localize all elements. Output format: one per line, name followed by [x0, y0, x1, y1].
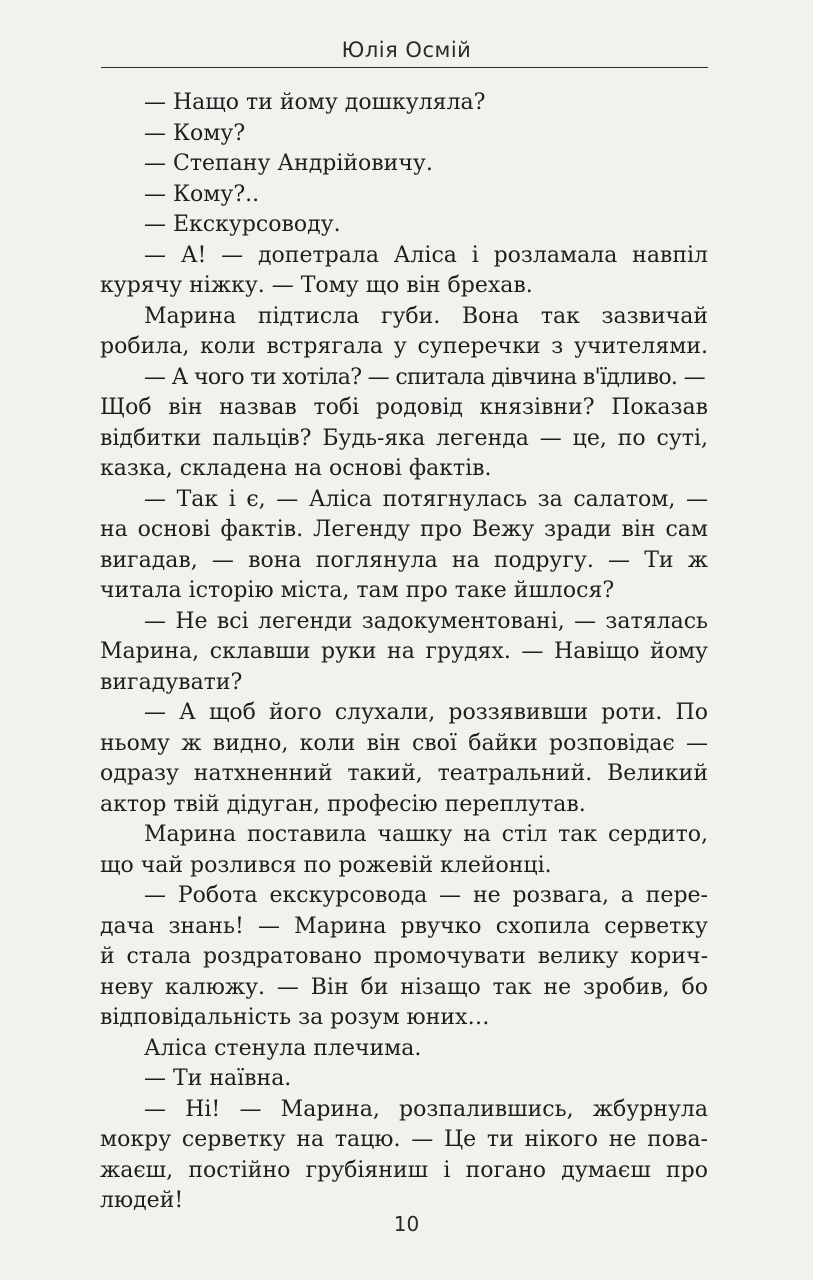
text-line: Марина підтисла губи. Вона так зазвичай: [144, 303, 708, 329]
text-line: жаєш, постійно грубіяниш і погано думаєш про: [100, 1157, 708, 1183]
text-line: Щоб він назвав тобі родовід князівни? Показав: [100, 395, 708, 420]
text-line: — Кому?: [144, 120, 246, 146]
running-head-author: Юлія Осмій: [341, 38, 472, 62]
text-line: курячу ніжку. — Тому що він брехав.: [100, 273, 533, 298]
text-line: одразу натхненний такий, театральний. Великий: [100, 761, 708, 786]
text-line: людей!: [100, 1188, 184, 1213]
text-line: відбитки пальців? Будь-яка легенда — це, по суті,: [100, 425, 708, 451]
text-line: відповідальність за розум юних…: [100, 1005, 490, 1030]
text-line: й стала роздратовано промочувати велику корич-: [100, 944, 708, 969]
text-line: Марина поставила чашку на стіл так сердито,: [144, 822, 708, 847]
text-line: мокру серветку на тацю. — Це ти нікого не пова-: [100, 1127, 708, 1152]
text-line: — Ти наївна.: [144, 1066, 292, 1091]
text-line: — А чого ти хотіла? — спитала дівчина в'їдливо. —: [144, 364, 705, 390]
text-line: ньому ж видно, коли він свої байки розповідає —: [100, 730, 708, 756]
text-line: Марина, склавши руки на грудях. — Навіщо йому: [100, 639, 708, 664]
text-line: актор твій дідуган, професію переплутав.: [100, 791, 586, 817]
header-rule: [101, 67, 708, 68]
text-line: — Так і є, — Аліса потягнулась за салатом, —: [144, 486, 708, 512]
page-number: 10: [393, 1212, 420, 1236]
text-line: казка, складена на основі фактів.: [100, 456, 492, 481]
text-line: що чай розлився по рожевій клейонці.: [100, 852, 552, 878]
text-line: — Нащо ти йому дошкуляла?: [144, 90, 486, 115]
text-line: — Екскурсоводу.: [144, 212, 341, 237]
body-text: [100, 88, 708, 1217]
text-line: робила, коли встрягала у суперечки з учителями.: [100, 334, 708, 359]
text-line: Аліса стенула плечима.: [144, 1035, 422, 1061]
text-line: дача знань! — Марина рвучко схопила серветку: [100, 913, 708, 939]
text-line: — Ні! — Марина, розпалившись, жбурнула: [144, 1096, 708, 1122]
text-line: читала історію міста, там про таке йшлося?: [100, 578, 615, 603]
text-line: неву калюжу. — Він би нізащо так не зробив, бо: [100, 974, 708, 1000]
text-line: — Степану Андрійовичу.: [144, 151, 433, 176]
text-line: — Робота екскурсовода — не розвага, а пере-: [144, 883, 708, 908]
text-line: — Не всі легенди задокументовані, — затялась: [144, 608, 708, 634]
text-line: — Кому?..: [144, 181, 260, 207]
text-line: на основі фактів. Легенду про Вежу зради він сам: [100, 517, 708, 542]
text-line: вигадав, — вона поглянула на подругу. — Ти ж: [100, 547, 708, 573]
text-line: — А! — допетрала Аліса і розламала навпіл: [144, 242, 708, 268]
text-line: вигадувати?: [100, 669, 243, 695]
text-line: — А щоб його слухали, роззявивши роти. По: [144, 700, 708, 725]
